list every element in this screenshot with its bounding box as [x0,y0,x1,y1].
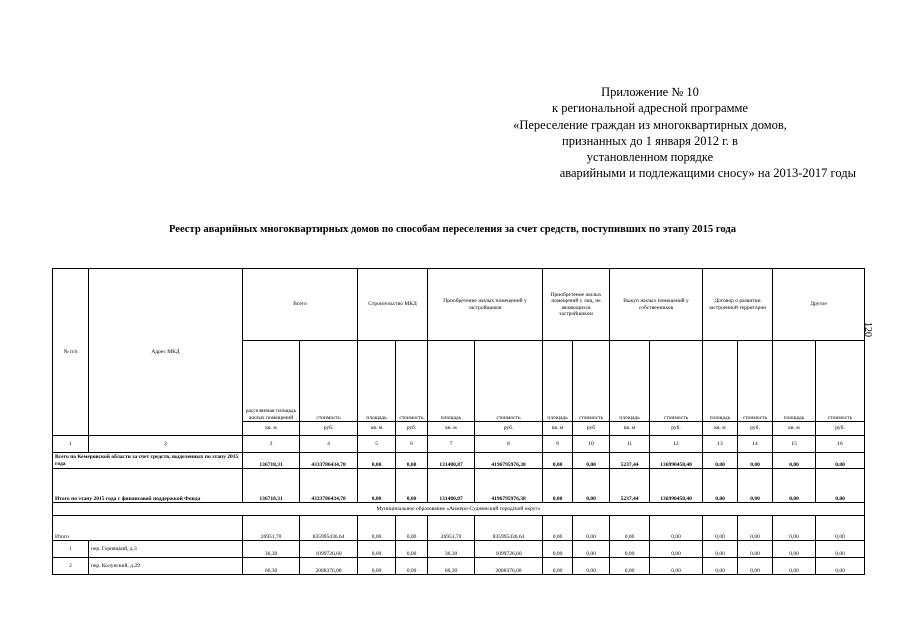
value-cell: 0,00 [573,558,610,575]
value-cell: 0,00 [738,453,773,469]
value-cell: 0,00 [773,541,816,558]
value-cell: 0,00 [703,558,738,575]
header-group: Приобретение жилых помещений у застройщиков [428,269,543,341]
value-cell: 1099726,60 [300,541,358,558]
header-unit: кв. м [428,422,475,436]
value-cell: 136718,31 [243,469,300,503]
value-cell: 0,00 [816,558,865,575]
value-cell: 0,00 [610,558,650,575]
register-title: Реестр аварийных многоквартирных домов по способам переселения за счет средств, поступивших по этапу 2015 года [168,224,737,235]
page-number: 120 [862,322,873,337]
total-fund-label: Итого по этапу 2015 года с финансовой поддержкой Фонда [53,469,243,503]
value-cell: 0,00 [703,541,738,558]
value-cell: 0,00 [650,516,703,541]
column-number: 14 [738,436,773,453]
value-cell: 0,00 [358,541,396,558]
appendix-line: «Переселение граждан из многоквартирных домов, [513,117,787,132]
value-cell: 66,30 [428,558,475,575]
value-cell: 36,30 [428,541,475,558]
value-cell: 26951,70 [243,516,300,541]
appendix-line: к региональной адресной программе [552,101,748,116]
value-cell: 0,00 [703,453,738,469]
value-cell: 0,00 [543,453,573,469]
header-subcolumn: площадь [703,341,738,422]
value-cell: 4333786434,78 [300,453,358,469]
column-number: 12 [650,436,703,453]
value-cell: 136990458,40 [650,453,703,469]
header-unit: руб. [300,422,358,436]
value-cell: 0,00 [573,469,610,503]
header-subcolumn: площадь [428,341,475,422]
value-cell: 0,00 [703,469,738,503]
value-cell: 0,00 [396,558,428,575]
header-unit: кв. м [610,422,650,436]
header-unit: руб. [650,422,703,436]
value-cell: 0,00 [816,453,865,469]
row-num: 2 [53,558,89,575]
value-cell: 0,00 [573,541,610,558]
value-cell: 2088376,08 [475,558,543,575]
value-cell: 36,30 [243,541,300,558]
value-cell: 0,00 [573,516,610,541]
header-unit: кв. м [358,422,396,436]
table-row [53,541,865,558]
header-num: № п/п [53,269,89,436]
header-unit: руб. [816,422,865,436]
header-subcolumn: стоимость [573,341,610,422]
value-cell: 0,00 [358,469,396,503]
row-num: 1 [53,541,89,558]
municipality-name: Муниципальное образование «Анжеро-Судженский городской округ» [53,503,865,516]
appendix-line: Приложение № 10 [601,85,699,99]
value-cell: 0,00 [543,469,573,503]
column-number: 7 [428,436,475,453]
column-number: 16 [816,436,865,453]
total-region-row [53,453,865,469]
value-cell: 0,00 [358,558,396,575]
value-cell: 66,30 [243,558,300,575]
value-cell: 0,00 [543,541,573,558]
register-table [52,268,865,575]
header-group: Другое [773,269,865,341]
header-unit: руб. [475,422,543,436]
appendix-line: признанных до 1 января 2012 г. в [562,133,738,148]
total-fund-row [53,469,865,503]
appendix-line: установленном порядке [586,150,714,165]
value-cell: 0,00 [703,516,738,541]
header-subcolumn: стоимость [650,341,703,422]
header-unit: кв. м [243,422,300,436]
value-cell: 835995436,64 [475,516,543,541]
subtotal-row [53,516,865,541]
header-group: Договор о развитии застроенной территории [703,269,773,341]
value-cell: 136990458,40 [650,469,703,503]
value-cell: 0,00 [396,469,428,503]
value-cell: 0,00 [773,469,816,503]
value-cell: 0,00 [738,469,773,503]
value-cell: 0,00 [610,541,650,558]
column-number: 13 [703,436,738,453]
value-cell: 26951,70 [428,516,475,541]
header-address: Адрес МКД [89,269,243,436]
column-number: 4 [300,436,358,453]
header-group: Строительство МКД [358,269,428,341]
column-number: 1 [53,436,89,453]
column-number: 2 [89,436,243,453]
value-cell: 0,00 [738,558,773,575]
column-number: 15 [773,436,816,453]
value-cell: 4196795976,38 [475,469,543,503]
value-cell: 131480,87 [428,453,475,469]
header-group: Выкуп жилых помещений у собственников [610,269,703,341]
value-cell: 0,00 [816,469,865,503]
value-cell: 0,00 [773,453,816,469]
row-address: пер. Колунский, д.29 [89,558,243,575]
value-cell: 0,00 [816,516,865,541]
municipality-row [53,503,865,516]
appendix-header [440,84,860,182]
row-address: пер. Горняцкий, д.3 [89,541,243,558]
column-number: 11 [610,436,650,453]
value-cell: 0,00 [543,516,573,541]
header-unit: руб. [738,422,773,436]
column-number: 10 [573,436,610,453]
value-cell: 0,00 [650,541,703,558]
value-cell: 0,00 [396,516,428,541]
value-cell: 131480,87 [428,469,475,503]
header-subcolumn: стоимость [300,341,358,422]
value-cell: 0,00 [543,558,573,575]
value-cell: 4196795976,38 [475,453,543,469]
value-cell: 2088376,08 [300,558,358,575]
column-number: 6 [396,436,428,453]
value-cell: 0,00 [396,541,428,558]
header-subcolumn: стоимость [475,341,543,422]
header-unit: руб. [396,422,428,436]
value-cell: 0,00 [610,516,650,541]
header-unit: кв. м [773,422,816,436]
table-row [53,558,865,575]
value-cell: 0,00 [650,558,703,575]
value-cell: 1099726,60 [475,541,543,558]
header-unit: руб [573,422,610,436]
value-cell: 0,00 [358,516,396,541]
header-subcolumn: стоимость [738,341,773,422]
appendix-line: аварийными и подлежащими сносу» на 2013-2017 годы [559,166,856,181]
header-group: Приобретение жилых помещений у лиц, не являющихся застройщиком [543,269,610,341]
header-unit: кв. м [703,422,738,436]
column-number: 5 [358,436,396,453]
value-cell: 0,00 [773,516,816,541]
value-cell: 5237,44 [610,453,650,469]
column-number: 9 [543,436,573,453]
value-cell: 0,00 [773,558,816,575]
column-number: 8 [475,436,543,453]
header-subcolumn: площадь [773,341,816,422]
value-cell: 0,00 [396,453,428,469]
header-subcolumn: стоимость [816,341,865,422]
value-cell: 0,00 [358,453,396,469]
header-subcolumn: стоимость [396,341,428,422]
value-cell: 136718,31 [243,453,300,469]
value-cell: 0,00 [738,516,773,541]
header-subcolumn: площадь [358,341,396,422]
total-region-label: Всего по Кемеровской области за счет средств, выделенных по этапу 2015 года [53,453,243,469]
value-cell: 4333786434,78 [300,469,358,503]
value-cell: 5237,44 [610,469,650,503]
subtotal-label: Итого [53,516,243,541]
column-number: 3 [243,436,300,453]
value-cell: 835995436,64 [300,516,358,541]
value-cell: 0,00 [816,541,865,558]
value-cell: 0,00 [738,541,773,558]
header-subcolumn: площадь [543,341,573,422]
header-subcolumn: площадь [610,341,650,422]
header-subcolumn: расселяемая площадь жилых помещений [243,341,300,422]
value-cell: 0,00 [573,453,610,469]
header-group: Всего [243,269,358,341]
header-unit: кв. м [543,422,573,436]
